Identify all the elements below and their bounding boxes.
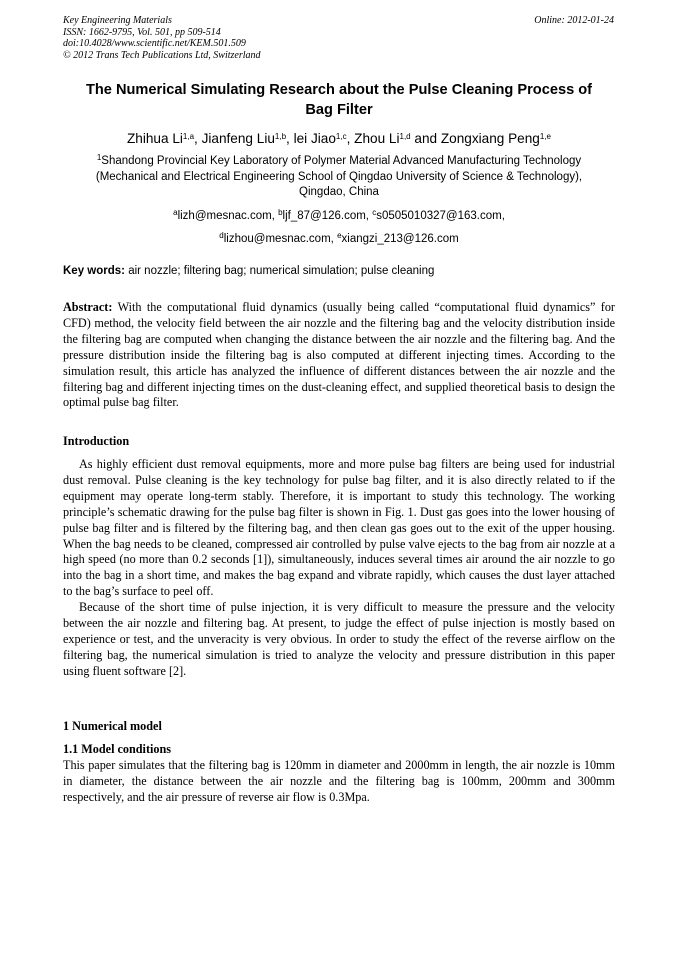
section-1-heading: 1 Numerical model [63,719,162,733]
email-line-1 [63,205,615,228]
email-e: xiangzi_213@126.com [341,233,459,245]
author-separator: , [194,131,202,146]
affiliation-text: Shandong Provincial Key Laboratory of Polymer Material Advanced Manufacturing Technology [101,155,582,167]
introduction-paragraph-2: Because of the short time of pulse injection, it is very difficult to measure the pressure and the velocity between the air nozzle and filtering bag. At present, to judge the effect of pulse injection is mostly based on experience or test, and the unveracity is very obvious. In order to study the effect of the reverse airflow on the filtering bag, the numerical simulation is tried to analyze the velocity and pressure distribution in this paper using fluent software [2]. [63,600,615,678]
author-name: Zhou Li [354,131,400,146]
subsection-1-1-heading: 1.1 Model conditions [63,742,172,756]
email-mark: a [173,208,178,217]
affiliation-line-3: Qingdao, China [299,186,379,198]
email-c: s0505010327@163.com, [376,210,505,222]
author-list [63,130,615,148]
keywords [63,264,615,279]
email-mark: d [219,231,224,240]
email-a: lizh@mesnac.com, [177,210,279,222]
copyright-line: © 2012 Trans Tech Publications Ltd, Switzerland [63,49,261,61]
author-affil-mark: 1,d [399,132,411,141]
author-separator: , [346,131,355,146]
title-line-1: The Numerical Simulating Research about the Pulse Cleaning Process of [85,82,593,98]
section-1-1-text: This paper simulates that the filtering bag is 120mm in diameter and 2000mm in length, the air nozzle is 10mm in diameter, the distance between the air nozzle and the filtering bag is 100mm, 200mm and 300mm respectively, and the air pressure of reverse air flow is 0.3Mpa. [63,758,615,804]
doi-line: doi:10.4028/www.scientific.net/KEM.501.509 [63,38,246,49]
author-name: Jianfeng Liu [201,131,275,146]
paper-title [63,80,615,120]
affiliation-line-2: (Mechanical and Electrical Engineering School of Qingdao University of Science & Technology), [95,170,583,183]
keywords-label: Key words: [63,265,125,277]
author-affil-mark: 1,c [335,132,347,141]
author-name: lei Jiao [293,131,336,146]
email-b: ljf_87@126.com, [282,210,373,222]
abstract-label: Abstract: [63,300,113,314]
title-line-2: Bag Filter [305,102,373,118]
author-separator: , [286,131,294,146]
introduction-body [63,457,615,680]
email-mark: b [278,208,283,217]
email-list [63,205,615,251]
journal-name: Key Engineering Materials [63,15,172,26]
email-line-2 [63,228,615,251]
author-affil-mark: 1,e [539,132,551,141]
abstract-text: With the computational fluid dynamics (usually being called “computational fluid dynamics” for CFD) method, the velocity field between the air nozzle and the filtering bag and the velocity distribution inside the filtering bag are computed when changing the distance between the air nozzle and the filtering bag. And the pressure distribution inside the filtering bag is also computed at different injecting times. According to the simulation result, this article has analyzed the influence of different distances between the air nozzle and the filtering bag and different injecting times on the dust-cleaning effect, and supplied theoretical basis to design the optimal pulse bag filter. [63,300,615,410]
journal-header [63,15,261,61]
email-d: lizhou@mesnac.com, [223,233,338,245]
introduction-paragraph-1: As highly efficient dust removal equipments, more and more pulse bag filters are being used for industrial dust removal. Pulse cleaning is the key technology for pulse bag filter, and it is also directly related to if the equipment may operate long-term stably. Therefore, it is important to study this technology. The working principle’s schematic drawing for the pulse bag filter is shown in Fig. 1. Dust gas goes into the lower housing of pulse bag filter and is filtered by the filtering bag, and then clean gas goes out to the exit of the upper housing. When the bag needs to be cleaned, compressed air controlled by pulse valve ejects to the bag from air nozzle at a high speed (no more than 0.2 seconds [1]), simultaneously, induces several times air around the air nozzle to go into the bag in a short time, and makes the bag expand and vibrate rapidly, which causes the dust layer attached to the bag’s surface to peel off. [63,457,615,599]
author-separator: and [410,131,441,146]
author-affil-mark: 1,a [182,132,195,141]
author-name: Zongxiang Peng [440,131,540,146]
affiliation [63,154,615,201]
author-name: Zhihua Li [126,131,183,146]
issn-line: ISSN: 1662-9795, Vol. 501, pp 509-514 [63,26,221,38]
affiliation-mark: 1 [96,153,102,162]
online-date: Online: 2012-01-24 [534,15,614,26]
abstract [63,300,615,411]
affiliation-line-1 [63,154,615,170]
abstract-paragraph [63,300,615,411]
introduction-heading: Introduction [63,434,130,448]
keywords-text: air nozzle; filtering bag; numerical simulation; pulse cleaning [125,265,435,277]
email-mark: c [372,208,377,217]
email-mark: e [337,231,342,240]
author-affil-mark: 1,b [274,132,287,141]
